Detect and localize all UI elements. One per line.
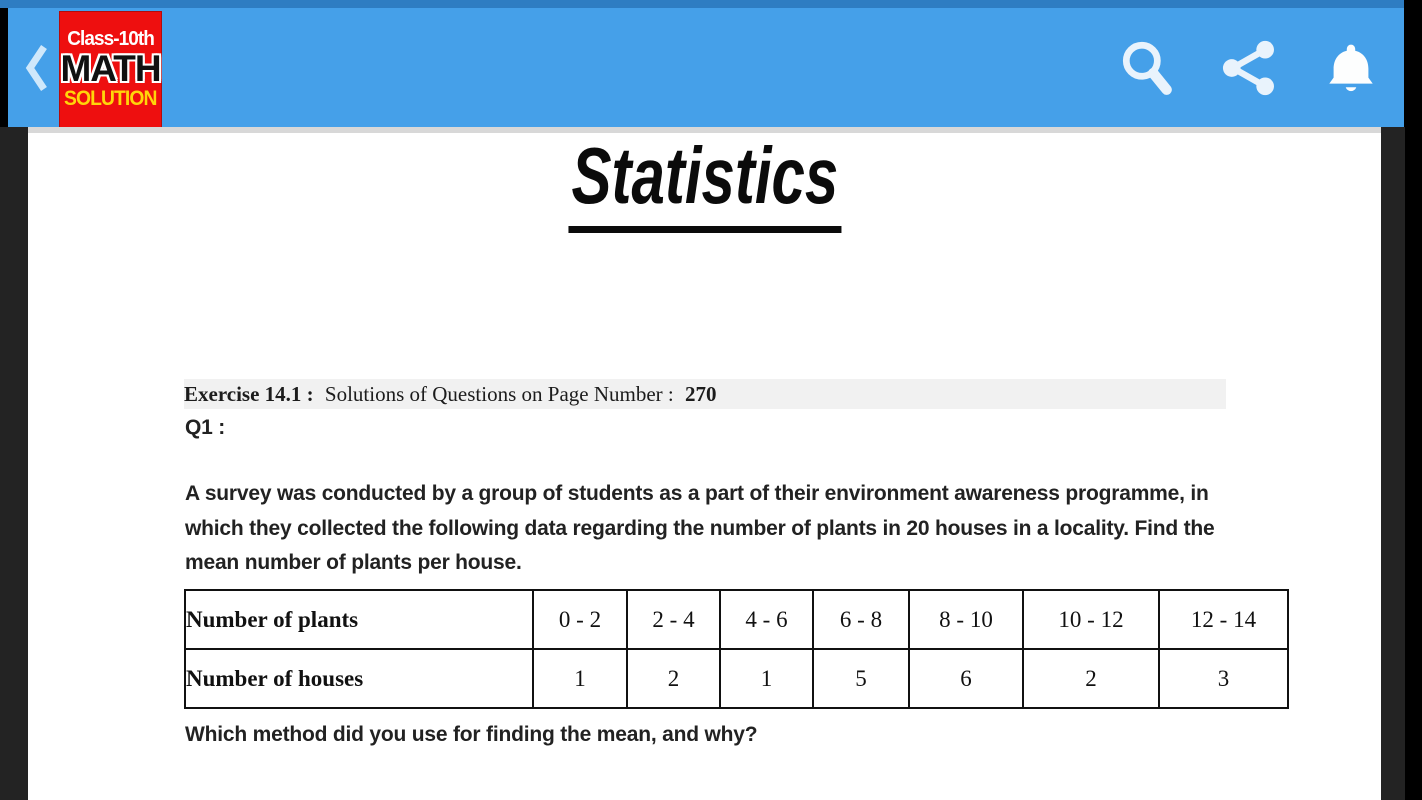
notifications-button[interactable] xyxy=(1320,37,1382,99)
exercise-page-number: 270 xyxy=(685,382,717,406)
plants-cell-7: 12 - 14 xyxy=(1159,590,1288,649)
exercise-label: Exercise 14.1 : xyxy=(184,382,314,406)
plants-cell-4: 6 - 8 xyxy=(813,590,909,649)
houses-cell-2: 2 xyxy=(627,649,720,708)
search-icon xyxy=(1118,39,1176,97)
app-header xyxy=(8,8,1404,127)
row-label-plants: Number of plants xyxy=(185,590,533,649)
exercise-text: Solutions of Questions on Page Number : xyxy=(324,382,674,406)
plants-cell-5: 8 - 10 xyxy=(909,590,1023,649)
question-line-2: which they collected the following data regarding the number of plants in 20 houses in a locality. Find the xyxy=(185,516,1215,540)
houses-cell-3: 1 xyxy=(720,649,813,708)
frequency-table xyxy=(184,589,1289,709)
question-number: Q1 : xyxy=(185,416,226,439)
share-icon xyxy=(1221,40,1277,96)
title-wrap xyxy=(28,130,1381,233)
question-line-1: A survey was conducted by a group of students as a part of their environment awareness programme, in xyxy=(185,482,1209,505)
back-chevron-icon xyxy=(25,43,49,93)
app-logo xyxy=(59,11,162,128)
followup-question: Which method did you use for finding the mean, and why? xyxy=(185,723,758,746)
right-margin-bar xyxy=(1381,127,1405,800)
plants-cell-6: 10 - 12 xyxy=(1023,590,1159,649)
logo-line-class: Class-10th xyxy=(67,27,154,50)
bell-icon xyxy=(1322,38,1380,98)
houses-cell-7: 3 xyxy=(1159,649,1288,708)
left-margin-bar xyxy=(0,127,28,800)
document-view[interactable] xyxy=(28,133,1381,800)
status-bar xyxy=(0,0,1404,8)
share-button[interactable] xyxy=(1218,37,1280,99)
question-text xyxy=(185,477,1215,581)
plants-cell-2: 2 - 4 xyxy=(627,590,720,649)
row-label-houses: Number of houses xyxy=(185,649,533,708)
houses-cell-1: 1 xyxy=(533,649,627,708)
logo-line-math: MATH xyxy=(60,47,161,89)
header-actions xyxy=(1116,8,1382,127)
plants-cell-3: 4 - 6 xyxy=(720,590,813,649)
houses-cell-5: 6 xyxy=(909,649,1023,708)
exercise-header xyxy=(184,379,1226,409)
plants-cell-1: 0 - 2 xyxy=(533,590,627,649)
table-row-plants xyxy=(185,590,1288,649)
back-button[interactable] xyxy=(16,38,58,98)
question-line-3: mean number of plants per house. xyxy=(185,551,522,574)
page-title: Statistics xyxy=(568,130,841,233)
table-row-houses xyxy=(185,649,1288,708)
logo-line-solution: SOLUTION xyxy=(64,87,157,111)
houses-cell-4: 5 xyxy=(813,649,909,708)
houses-cell-6: 2 xyxy=(1023,649,1159,708)
search-button[interactable] xyxy=(1116,37,1178,99)
